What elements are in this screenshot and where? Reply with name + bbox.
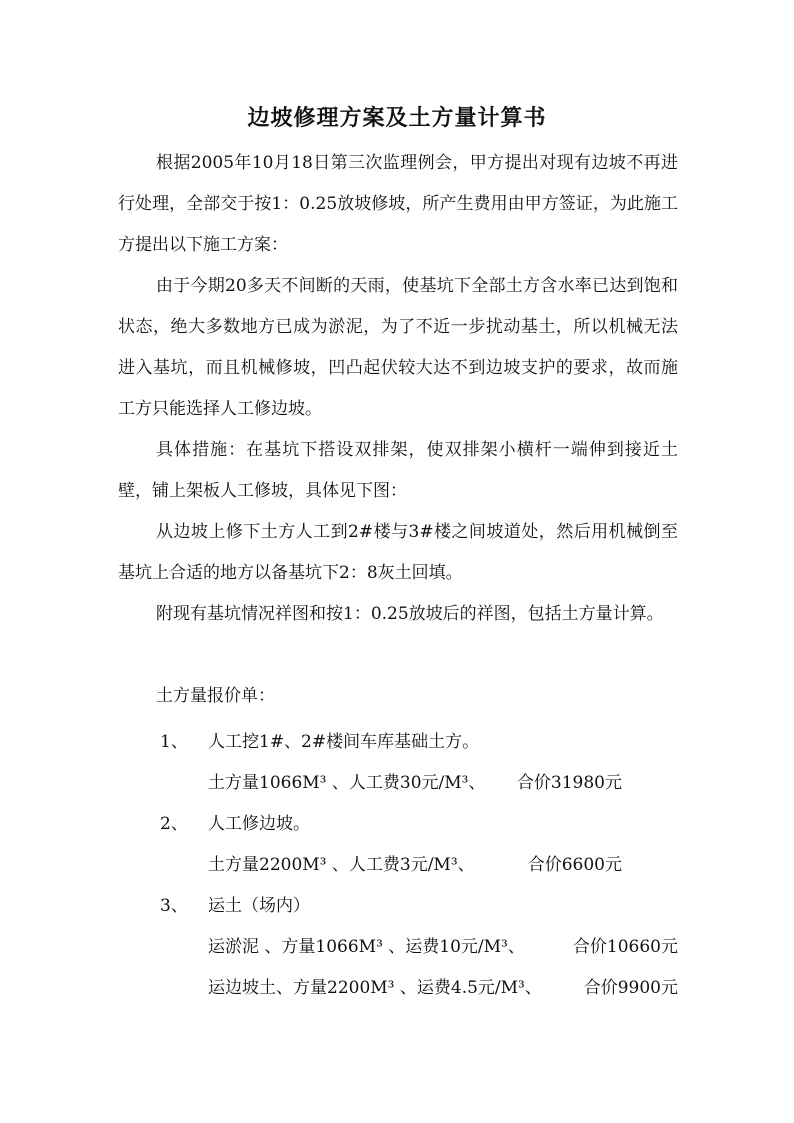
- item-detail-row: [208, 763, 678, 804]
- item-detail-price: 合价9900元: [583, 978, 678, 998]
- item-number: 2、: [160, 814, 188, 834]
- item-name: 人工修边坡。: [208, 814, 310, 834]
- document-title: 边坡修理方案及土方量计算书: [247, 105, 547, 131]
- item-detail-text: 土方量1066M³ 、人工费30元/M³、: [208, 773, 486, 793]
- paragraph-attachment: 附现有基坑情况祥图和按1：0.25放坡后的祥图，包括土方量计算。: [156, 604, 664, 624]
- paragraph-soil-transport: 从边坡上修下土方人工到2#楼与3#楼之间坡道处，然后用机械倒至基坑上合适的地方以备基坑下2：8灰土回填。: [118, 522, 678, 583]
- item-detail-price: 合价6600元: [527, 855, 622, 875]
- item-detail-text: 运淤泥 、方量1066M³ 、运费10元/M³、: [208, 937, 525, 957]
- item-name: 运土（场内）: [208, 896, 310, 916]
- paragraph-meeting-decision: 根据2005年10月18日第三次监理例会，甲方提出对现有边坡不再进行处理，全部交于按1：0.25放坡修坡，所产生费用由甲方签证，为此施工方提出以下施工方案：: [118, 153, 678, 255]
- item-number: 1、: [160, 732, 188, 752]
- item-detail-price: 合价31980元: [516, 773, 622, 793]
- item-detail-text: 土方量2200M³ 、人工费3元/M³、: [208, 855, 475, 875]
- item-number: 3、: [160, 896, 188, 916]
- item-detail-text: 运边坡土、方量2200M³ 、运费4.5元/M³、: [208, 978, 542, 998]
- item-detail-price: 合价10660元: [572, 937, 678, 957]
- paragraph-measures: 具体措施：在基坑下搭设双排架，使双排架小横杆一端伸到接近土壁，铺上架板人工修坡，具体见下图：: [118, 440, 678, 501]
- item-detail-row: [208, 927, 678, 968]
- quote-heading: 土方量报价单：: [156, 686, 275, 706]
- item-detail-row: [208, 968, 678, 1009]
- item-name: 人工挖1#、2#楼间车库基础土方。: [208, 732, 480, 752]
- item-detail-row: [208, 845, 678, 886]
- paragraph-soil-condition: 由于今期20多天不间断的天雨，使基坑下全部土方含水率已达到饱和状态，绝大多数地方已成为淤泥，为了不近一步扰动基土，所以机械无法进入基坑，而且机械修坡，凹凸起伏较大达不到边坡支护的要求，故而施工方只能选择人工修边坡。: [118, 276, 678, 419]
